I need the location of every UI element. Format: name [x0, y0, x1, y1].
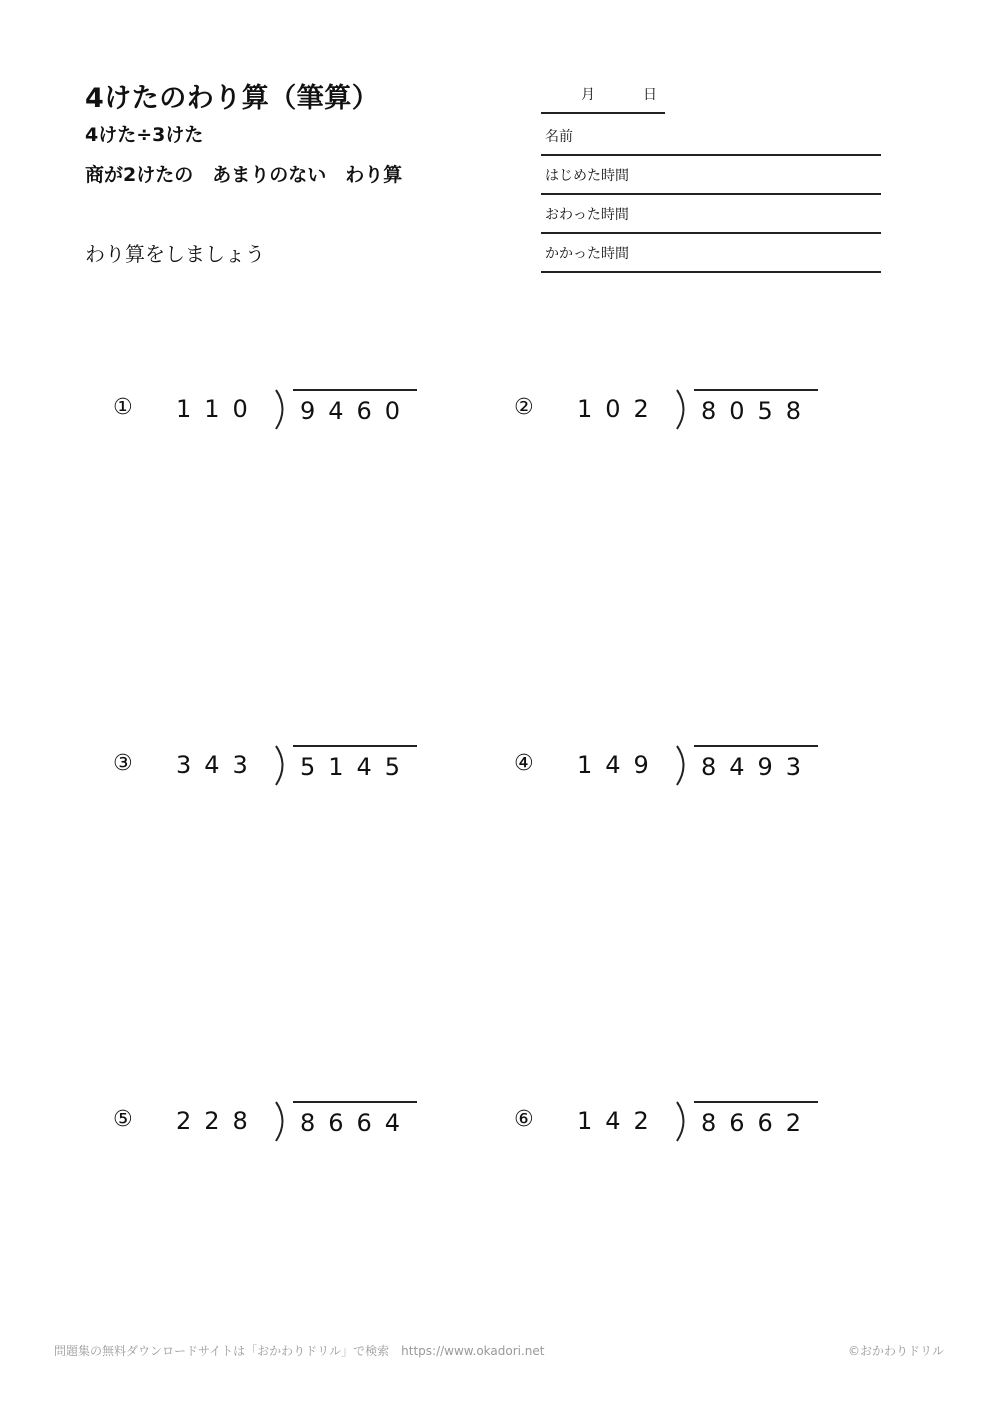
divisor: 228 — [176, 1107, 261, 1135]
name-label: 名前 — [545, 129, 573, 145]
division-bracket-icon — [674, 745, 694, 787]
dividend: 8493 — [701, 753, 815, 781]
dividend: 8664 — [300, 1109, 414, 1137]
problem-number: ⑤ — [113, 1107, 133, 1132]
problem-5[interactable] — [113, 1101, 473, 1161]
start-time-field[interactable] — [541, 155, 881, 195]
footer-site-info: 問題集の無料ダウンロードサイトは「おかわりドリル」で検索 https://www.okadori.net — [54, 1344, 545, 1358]
page-title: 4けたのわり算（筆算） — [85, 83, 380, 114]
subtitle-digits: 4けた÷3けた — [85, 124, 204, 146]
problem-number: ④ — [514, 751, 534, 776]
date-field[interactable] — [541, 80, 665, 114]
divisor: 343 — [176, 751, 261, 779]
problem-2[interactable] — [514, 389, 874, 449]
divisor: 142 — [577, 1107, 662, 1135]
dividend: 9460 — [300, 397, 414, 425]
month-label: 月 — [581, 87, 595, 103]
name-field[interactable] — [541, 116, 881, 156]
problem-6[interactable] — [514, 1101, 874, 1161]
division-bracket-icon — [273, 1101, 293, 1143]
division-bracket-icon — [674, 1101, 694, 1143]
problem-number: ② — [514, 395, 534, 420]
end-time-field[interactable] — [541, 194, 881, 234]
end-time-label: おわった時間 — [545, 207, 629, 223]
dividend: 5145 — [300, 753, 414, 781]
problem-number: ③ — [113, 751, 133, 776]
instruction-text: わり算をしましょう — [85, 242, 265, 266]
day-label: 日 — [643, 87, 657, 103]
dividend: 8058 — [701, 397, 815, 425]
elapsed-time-label: かかった時間 — [545, 246, 629, 262]
problem-3[interactable] — [113, 745, 473, 805]
elapsed-time-field[interactable] — [541, 233, 881, 273]
dividend-box — [293, 1101, 417, 1143]
dividend-box — [694, 389, 818, 431]
footer-copyright: ©おかわりドリル — [848, 1344, 945, 1358]
problem-number: ⑥ — [514, 1107, 534, 1132]
divisor: 149 — [577, 751, 662, 779]
problem-number: ① — [113, 395, 133, 420]
dividend-box — [293, 745, 417, 787]
dividend-box — [694, 745, 818, 787]
problem-1[interactable] — [113, 389, 473, 449]
dividend: 8662 — [701, 1109, 815, 1137]
division-bracket-icon — [273, 745, 293, 787]
dividend-box — [293, 389, 417, 431]
problem-4[interactable] — [514, 745, 874, 805]
subtitle-description: 商が2けたの あまりのない わり算 — [85, 164, 403, 186]
dividend-box — [694, 1101, 818, 1143]
start-time-label: はじめた時間 — [545, 168, 629, 184]
division-bracket-icon — [273, 389, 293, 431]
divisor: 110 — [176, 395, 261, 423]
division-bracket-icon — [674, 389, 694, 431]
divisor: 102 — [577, 395, 662, 423]
